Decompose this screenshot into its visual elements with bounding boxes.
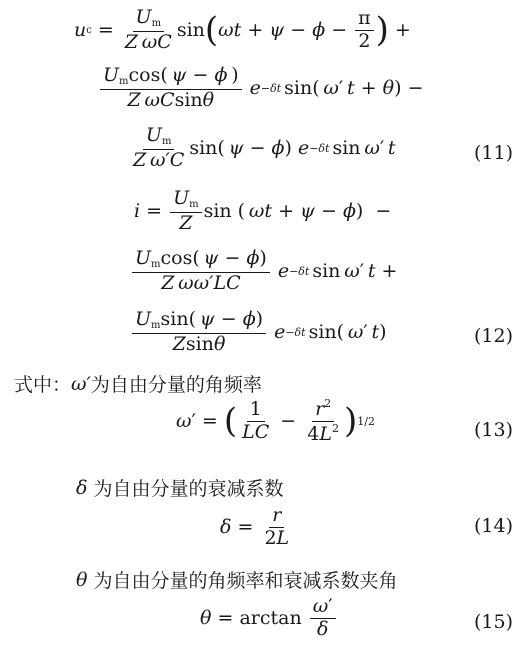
delta-description: δ 为自由分量的衰减系数	[76, 474, 284, 501]
eq14-line: δ = $\frac{r}{2L}$	[220, 506, 294, 549]
fraction: $\frac{U_m}{\text{Z ωC}}$	[124, 6, 172, 53]
fraction: $\frac{1}{LC}$	[242, 398, 270, 443]
eq11-line2-content: $\frac{U_m\cos( \psi - \phi )}{\text{Z ωCsinθ}}$ e −δt sin( ω ′ t + θ ) −	[98, 66, 424, 110]
fraction: $\frac{\omega'}{\delta}$	[310, 597, 336, 640]
eq12-line3: $\frac{U_m\sin( \psi - \phi)}{Zsin\theta}$ e −δt sin( ω ′ t )	[130, 310, 387, 354]
omega-prime-description: 式中： ω′ 为自由分量的角频率	[14, 370, 262, 397]
fraction: $\frac{U_m\cos( \psi - \phi )}{\text{Z ωCsinθ}}$	[100, 66, 242, 110]
fraction: $\frac{r^2}{4L^2}$	[307, 397, 339, 445]
where-label: 式中：	[14, 374, 72, 396]
eq12-line1: i = $\frac{U_m}{Z}$ sin ( ωt + ψ − ϕ ) −	[134, 187, 392, 234]
equation-number: (14)	[473, 515, 513, 537]
omega-prime-text: 为自由分量的角频率	[90, 374, 262, 396]
equation-number: (13)	[473, 419, 513, 441]
theta-text: 为自由分量的角频率和衰减系数夹角	[93, 570, 398, 592]
delta-text: 为自由分量的衰减系数	[93, 478, 284, 500]
fraction: $\frac{U_m\sin( \psi - \phi)}{Zsin\theta}$	[132, 310, 266, 354]
equation-number: (12)	[473, 325, 513, 347]
equation-number: (11)	[473, 142, 513, 164]
fraction: $\frac{r}{2L}$	[264, 504, 290, 549]
eq11-line1: u c = $\frac{U_m}{\text{Z ωC}}$ sin ( ωt + ψ − ϕ − $\frac{\pi}{2}$ ) +	[74, 6, 411, 53]
equation-number: (15)	[473, 611, 513, 633]
fraction: $\frac{\pi}{2}$	[355, 9, 374, 52]
fraction: $\frac{U_m}{\text{Z ω′C}}$	[133, 124, 185, 171]
fraction: $\frac{U_m\cos( \psi - \phi)}{\text{Z ωω′LC}}$	[132, 249, 270, 293]
fraction: $\frac{U_m}{Z}$	[170, 189, 202, 233]
theta-description: θ 为自由分量的角频率和衰减系数夹角	[76, 566, 398, 593]
eq11-line3: $\frac{U_m}{\text{Z ω′C}}$ sin( ψ − ϕ ) e −δt sin ω ′ t	[128, 126, 396, 170]
eq15-line: θ = arctan $\frac{\omega'}{\delta}$	[200, 597, 338, 640]
eq12-line2: $\frac{U_m\cos( \psi - \phi)}{\text{Z ωω′LC}}$ e −δt sin ω ′ t +	[130, 249, 397, 293]
eq13-line: ω ′ = ( $\frac{1}{LC}$ − $\frac{r^2}{4L^2}$ ) 1/2	[176, 397, 375, 445]
